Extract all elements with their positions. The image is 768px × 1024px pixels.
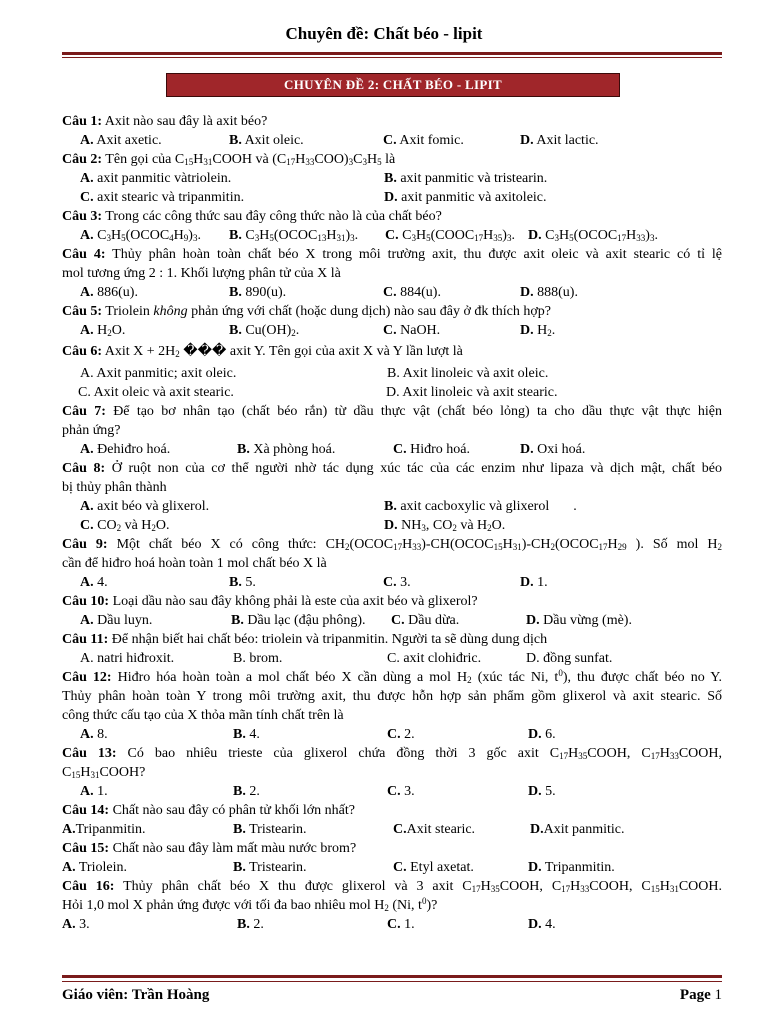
question-label: Câu 16: [62,879,115,894]
option-c: C. axit clohiđric. [387,651,482,666]
question-13-cont: $C_{15}H_{31}COOH$? [62,765,146,780]
option-c: C. axit stearic và tripanmitin. [80,190,245,205]
option-a: A. Axit panmitic; axit oleic. [80,366,237,381]
question-14: Câu 14: Chất nào sau đây có phân tử khối lớn nhất? [62,803,355,818]
option-c: C. Axit fomic. [383,133,464,148]
option-b: B. axit cacboxylic và glixerol . [384,499,577,514]
question-label: Câu 15: [62,841,110,856]
question-6-options-ab [62,364,722,383]
option-b: B. axit panmitic và tristearin. [384,171,548,186]
option-d: D. $H_2$. [520,323,556,338]
option-c: C. 3. [387,784,415,799]
option-b: B. 5. [229,575,256,590]
option-b: B. Axit linoleic và axit oleic. [387,366,549,381]
option-d: D. 4. [528,917,556,932]
question-5: Câu 5: Triolein không phản ứng với chất (hoặc dung dịch) nào sau đây ở đk thích hợp? [62,304,552,319]
question-label: Câu 3: [62,209,103,224]
option-c: C. 3. [383,575,411,590]
question-14-options [62,820,722,839]
footer-page-number: Page 1 [679,987,722,1003]
question-13: Câu 13: Có bao nhiêu trieste của glixerol chứa đồng thời 3 gốc axit $C_{17}H_{35}COOH$, $C_{17}H_{33}COOH$, [62,746,723,761]
question-label: Câu 12: [62,670,112,685]
question-9-options [62,573,722,592]
option-a: A. natri hiđroxit. [80,651,175,666]
footer-teacher: Giáo viên: Trần Hoàng [62,987,210,1003]
section-banner: CHUYÊN ĐỀ 2: CHẤT BÉO - LIPIT [166,73,620,97]
option-a: A. Dầu luyn. [80,613,153,628]
question-3 [62,207,722,226]
document-header-title: Chuyên đề: Chất béo - lipit [285,24,483,43]
option-c: C. Etyl axetat. [393,860,474,875]
question-16: Câu 16: Thủy phân chất béo X thu được glixerol và 3 axit $C_{17}H_{35}COOH$, $C_{17}H_{33}COOH$, $C_{15}H_{31}COOH$. [62,879,723,894]
option-d: D. đồng sunfat. [526,651,613,666]
option-c: C. 884(u). [383,285,441,300]
option-d: D. 1. [520,575,548,590]
question-16-options [62,915,722,934]
question-8-options-cd [62,516,722,535]
question-text: Axit nào sau đây là axit béo? [102,114,268,129]
option-a: A. 8. [80,727,108,742]
question-9: Câu 9: Một chất béo X có công thức: $CH_2(OCOC_{17}H_{33})-CH(OCOC_{15}H_{31})-CH_2(OCOC_{17}H_{29}$ ). Số mol $H_2$ [62,537,723,552]
option-d: D.Axit panmitic. [530,822,625,837]
option-d: D. Axit linoleic và axit stearic. [386,385,558,400]
option-c: C. 1. [387,917,415,932]
question-11: Câu 11: Để nhận biết hai chất béo: triolein và tripanmitin. Người ta sẽ dùng dung dịch [62,632,548,647]
question-11-options [62,649,722,668]
option-d: D. $NH_3$, $CO_2$ và $H_2O$. [384,518,506,533]
question-label: Câu 1: [62,114,103,129]
question-label: Câu 10: [62,594,110,609]
option-c: C. $CO_2$ và $H_2O$. [80,518,170,533]
question-16-cont: Hỏi 1,0 mol X phản ứng được với tối đa bao nhiêu mol $H_2$ (Ni, $t^0$)? [62,896,438,913]
question-6: Câu 6: Axit $X + 2H_2$ ��� axit Y. Tên gọi của axit X và Y lần lượt là [62,344,463,359]
question-label: Câu 14: [62,803,110,818]
option-a: A. axit béo và glixerol. [80,499,210,514]
option-b: B. brom. [233,651,283,666]
question-4-options [62,283,722,302]
question-label: Câu 11: [62,632,109,647]
option-b: B. Xà phòng hoá. [237,442,336,457]
option-a: A. Đehiđro hoá. [80,442,171,457]
question-12-cont2: công thức cấu tạo của X thỏa mãn tính chất trên là [62,708,344,723]
question-text: Trong các công thức sau đây công thức nào là của chất béo? [102,209,442,224]
question-9-cont: cần để hiđro hoá hoàn toàn 1 mol chất béo X là [62,556,327,571]
option-c: C. $C_3H_5(COOC_{17}H_{35})_3$. [385,228,515,243]
option-a: A. axit panmitic vàtriolein. [80,171,232,186]
option-d: D. 5. [528,784,556,799]
option-a: A. $C_3H_5(OCOC_4H_9)_3$. [80,228,201,243]
option-c: C. Axit oleic và axit stearic. [78,385,234,400]
option-d: D. $C_3H_5(OCOC_{17}H_{33})_3$. [528,228,658,243]
option-a: A. $H_2O$. [80,323,126,338]
option-a: A. Axit axetic. [80,133,162,148]
question-2-options-ab [62,169,722,188]
question-12-options [62,725,722,744]
option-c: C.Axit stearic. [393,822,476,837]
option-a: A. Triolein. [62,860,127,875]
option-b: B. 4. [233,727,260,742]
question-2 [62,150,722,169]
question-15: Câu 15: Chất nào sau đây làm mất màu nước brom? [62,841,357,856]
question-4-cont [62,264,722,283]
question-8: Câu 8: Ở ruột non của cơ thể người nhờ tác dụng xúc tác của các enzim như lipaza và dịch mật, chất béo [62,461,722,476]
footer-rule-thin [62,981,722,982]
question-label: Câu 9: [62,537,108,552]
question-7: Câu 7: Để tạo bơ nhân tạo (chất béo rắn) từ dầu thực vật (chất béo lỏng) ta cho dầu thực vật thực hiện [62,404,722,419]
option-d: D. 888(u). [520,285,578,300]
option-b: B. 2. [233,784,260,799]
option-d: D. 6. [528,727,556,742]
option-b: B. Tristearin. [233,860,307,875]
question-7-cont: phản ứng? [62,423,121,438]
question-label: Câu 13: [62,746,117,761]
option-c: C. Dầu dừa. [391,613,460,628]
question-5-options [62,321,722,340]
option-a: A. 886(u). [80,285,138,300]
question-text: Tên gọi của $C_{15}H_{31}COOH$ và $(C_{17}H_{33}COO)_3C_3H_5$ là [102,152,396,167]
option-b: B. 890(u). [229,285,287,300]
question-list [62,112,722,934]
question-text: mol tương ứng 2 : 1. Khối lượng phân tử của X là [62,266,341,281]
option-d: D. Axit lactic. [520,133,599,148]
option-c: C. NaOH. [383,323,441,338]
header-rule-thin [62,57,722,58]
option-d: D. Oxi hoá. [520,442,586,457]
question-label: Câu 8: [62,461,106,476]
question-label: Câu 4: [62,247,106,262]
option-a: A. 4. [80,575,108,590]
question-6-options-cd [62,383,722,402]
question-1-options [62,131,722,150]
option-a: A. 1. [80,784,108,799]
question-label: Câu 5: [62,304,103,319]
option-c: C. Hiđro hoá. [393,442,471,457]
option-b: B. 2. [237,917,264,932]
option-d: D. Dầu vừng (mè). [526,613,632,628]
question-2-options-cd [62,188,722,207]
question-15-options [62,858,722,877]
question-8-cont: bị thủy phân thành [62,480,167,495]
option-d: D. axit panmitic và axitoleic. [384,190,547,205]
question-10-options [62,611,722,630]
footer-rule-thick [62,975,722,978]
option-d: D. Tripanmitin. [528,860,615,875]
option-c: C. 2. [387,727,415,742]
option-b: B. Tristearin. [233,822,307,837]
question-label: Câu 7: [62,404,106,419]
question-13-options [62,782,722,801]
question-7-options [62,440,722,459]
header-rule-thick [62,52,722,55]
question-10: Câu 10: Loại dầu nào sau đây không phải là este của axit béo và glixerol? [62,594,478,609]
question-label: Câu 6: [62,344,103,359]
question-12: Câu 12: Hiđro hóa hoàn toàn a mol chất béo X cần dùng a mol $H_2$ (xúc tác Ni, $t^0$), thu được chất béo no Y. [62,668,723,685]
option-b: B. Dầu lạc (đậu phông). [231,613,366,628]
question-text: Thủy phân hoàn toàn chất béo X trong môi trường axit, thu được axit oleic và axit stearic có tỉ lệ [105,247,723,262]
question-1 [62,112,722,131]
question-3-options [62,226,722,245]
question-4 [62,245,722,264]
question-12-cont: Thủy phân hoàn toàn Y trong môi trường axit, thu được hỗn hợp sản phẩm gồm glixerol và axit stearic. Số [62,689,722,704]
option-b: B. $Cu(OH)_2$. [229,323,300,338]
option-b: B. $C_3H_5(OCOC_{13}H_{31})_3$. [229,228,359,243]
option-b: B. Axit oleic. [229,133,304,148]
option-a: A.Tripanmitin. [62,822,146,837]
question-label: Câu 2: [62,152,103,167]
option-a: A. 3. [62,917,90,932]
question-8-options-ab [62,497,722,516]
